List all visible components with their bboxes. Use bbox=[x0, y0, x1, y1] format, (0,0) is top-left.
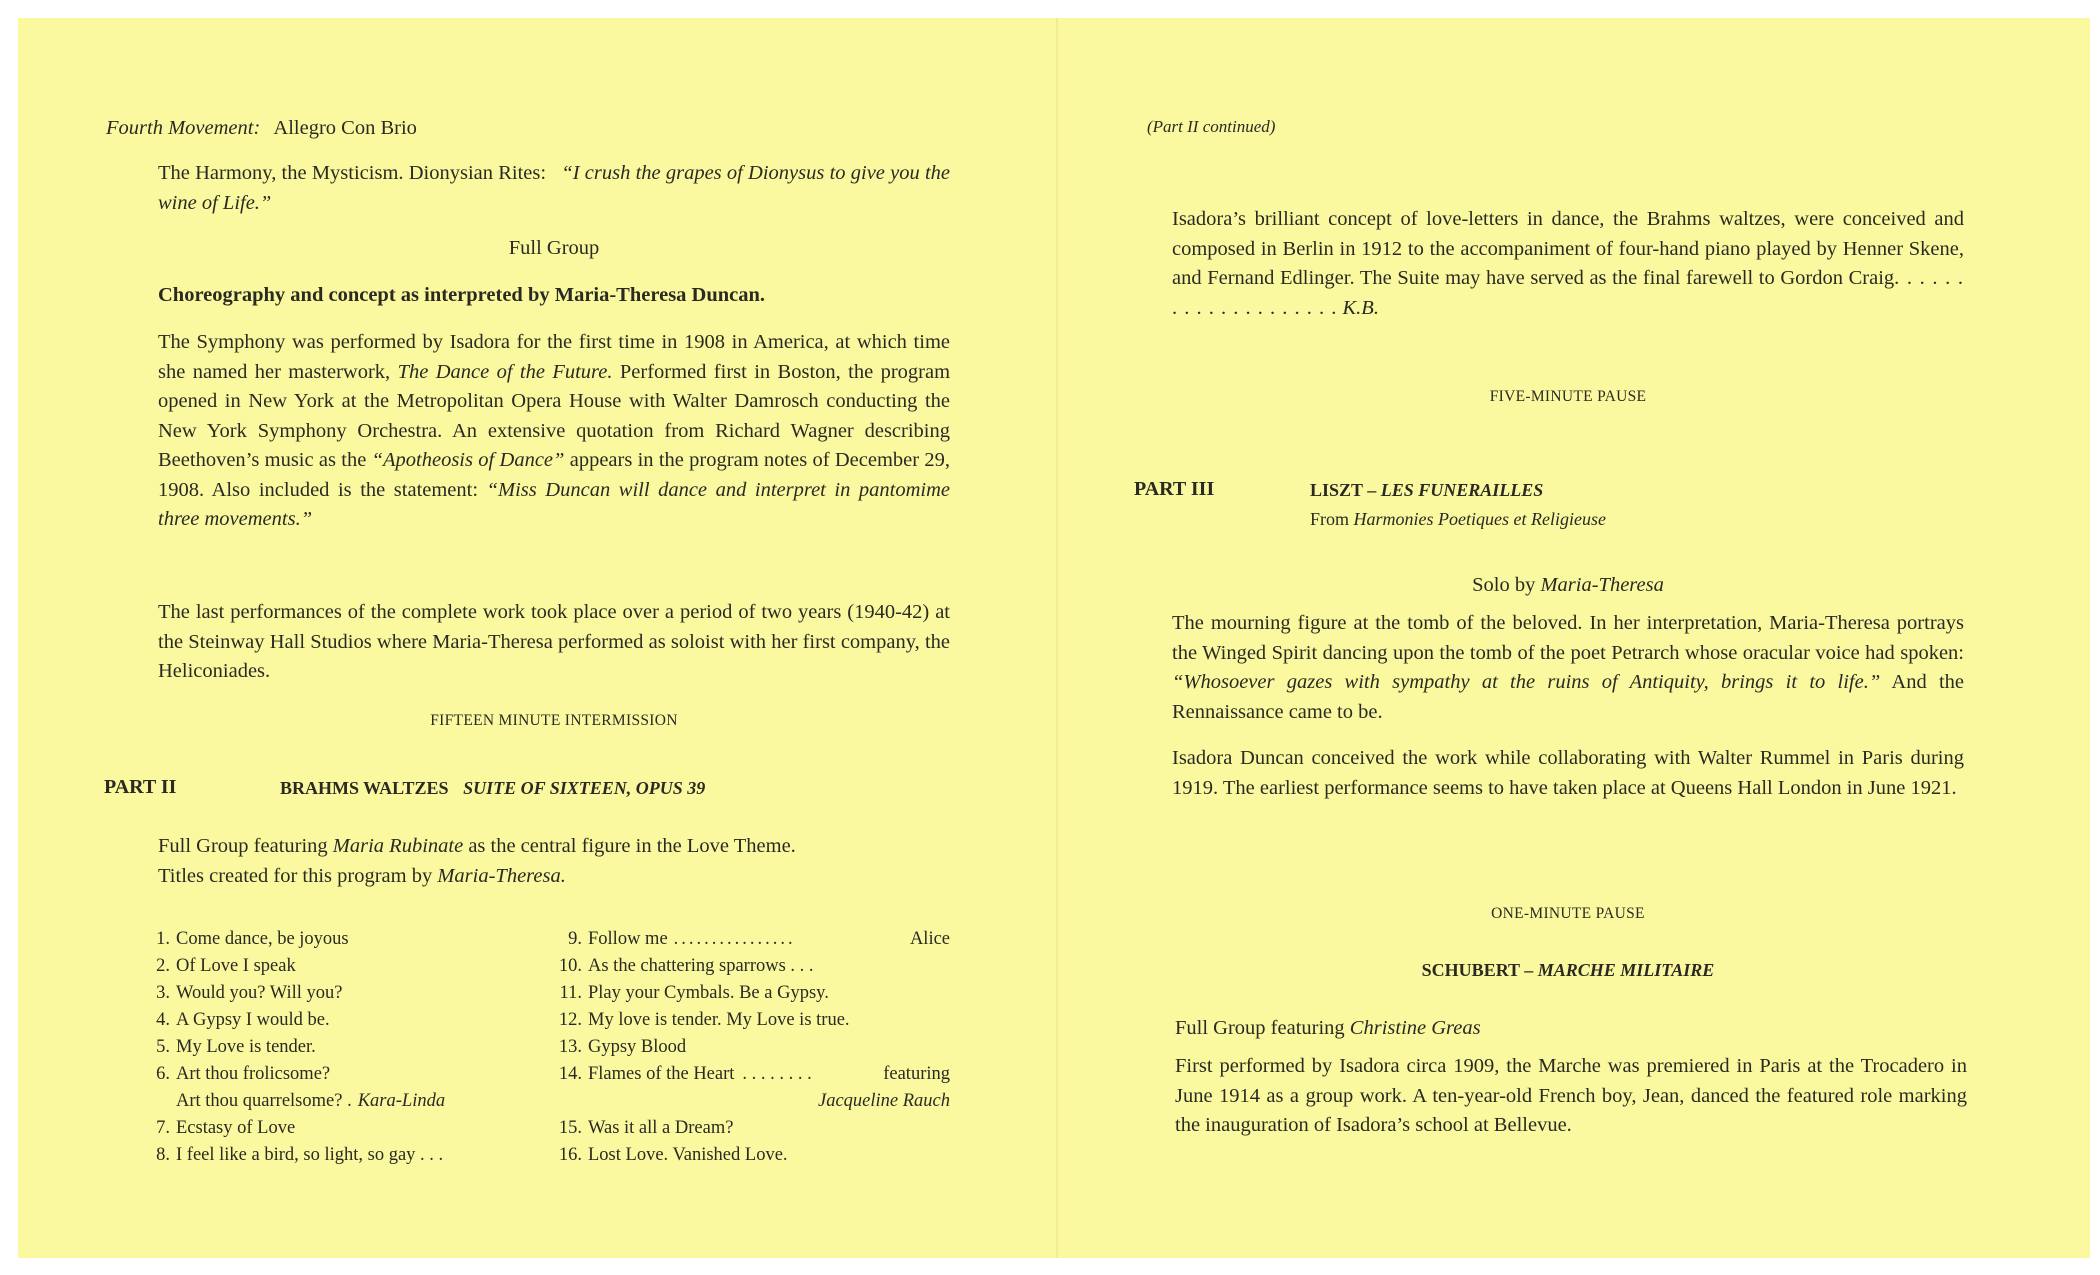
program-sheet bbox=[18, 18, 2090, 1258]
part3-source-line bbox=[1310, 509, 1606, 530]
symphony-text-1: The Symphony was performed by Isadora for the first time in 1908 in America, at which time she named her masterwork, bbox=[158, 331, 950, 383]
list-item bbox=[143, 980, 523, 1007]
list-item-text: Ecstasy of Love bbox=[176, 1118, 296, 1138]
last-performance-paragraph: The last performances of the complete work took place over a period of two years (1940-42) at the Steinway Hall Studios where Maria-Theresa performed as soloist with her first company, the Heliconiades. bbox=[158, 601, 950, 682]
list-item-text: Follow me bbox=[588, 929, 668, 949]
full-group-label: Full Group bbox=[508, 237, 600, 259]
left-page bbox=[18, 18, 1056, 1258]
symphony-text-2: Performed first in Boston, the program opened in New York at the Metropolitan Opera House with Walter Damrosch conducting the New York Symphony Orchestra. An extensive quotation from Richard Wagner describing Beethoven’s music as the bbox=[158, 360, 951, 471]
schubert-featuring-name: Christine Greas bbox=[1349, 1017, 1481, 1039]
mourning-paragraph bbox=[1172, 609, 1964, 727]
part2-composer: BRAHMS WALTZES bbox=[280, 778, 449, 798]
list-item bbox=[143, 953, 523, 980]
list-item-text: Art thou quarrelsome? . bbox=[176, 1091, 352, 1111]
list-item-number: 1. bbox=[156, 929, 170, 949]
titles-text: Titles created for this program by bbox=[158, 864, 433, 887]
waltz-list-right bbox=[555, 926, 950, 1169]
list-item-number: 3. bbox=[156, 983, 170, 1003]
list-item bbox=[143, 926, 523, 953]
leader-dots: . . . . . . . . . . . . . . . . . . . . bbox=[1172, 267, 1964, 319]
titles-name: Maria-Theresa. bbox=[437, 864, 566, 887]
list-item-text: My Love is tender. bbox=[176, 1037, 316, 1057]
brahms-text: Isadora’s brilliant concept of love-letters in dance, the Brahms waltzes, were conceived and composed in Berlin in 1912 to the accompaniment of four-hand piano played by Henner Skene, and Fernand Edlinger. The Suite may have served as the final farewell to Gordon Craig bbox=[1172, 208, 1964, 289]
brahms-paragraph bbox=[1172, 205, 1964, 323]
leader-dots: . . . . . . . . bbox=[742, 1064, 812, 1084]
leader-dots: ................ bbox=[673, 929, 796, 949]
conceived-paragraph: Isadora Duncan conceived the work while collaborating with Walter Rummel in Paris during 1919. The earliest performance seems to have taken place at Queens Hall London in June 1921. bbox=[1172, 747, 1964, 799]
list-item-number: 11. bbox=[559, 983, 582, 1003]
list-item-number: 8. bbox=[156, 1145, 170, 1165]
harmony-paragraph bbox=[158, 159, 950, 218]
list-item-number: 6. bbox=[156, 1064, 170, 1084]
list-item-number: 4. bbox=[156, 1010, 170, 1030]
schubert-work: MARCHE MILITAIRE bbox=[1537, 960, 1715, 980]
list-item-text: Play your Cymbals. Be a Gypsy. bbox=[588, 983, 829, 1003]
list-item-number: 15. bbox=[558, 1118, 582, 1138]
movement-title: Allegro Con Brio bbox=[273, 117, 417, 139]
list-item bbox=[143, 1142, 523, 1169]
list-item bbox=[143, 1088, 523, 1115]
list-item bbox=[555, 1142, 950, 1169]
list-item-name: Kara-Linda bbox=[357, 1091, 446, 1111]
part3-from: From bbox=[1310, 509, 1350, 529]
list-item-number: 13. bbox=[558, 1037, 582, 1057]
list-item-text: Gypsy Blood bbox=[588, 1037, 687, 1057]
part2-label: PART II bbox=[104, 776, 177, 798]
featuring-text: Full Group featuring bbox=[158, 835, 328, 857]
continued-label: (Part II continued) bbox=[1147, 117, 1276, 136]
list-item-number: 16. bbox=[558, 1145, 582, 1165]
solo-text: Solo by bbox=[1472, 574, 1536, 596]
part2-title bbox=[280, 778, 705, 799]
list-item-number: 7. bbox=[156, 1118, 170, 1138]
list-item-number: 9. bbox=[568, 929, 582, 949]
list-item-text: Come dance, be joyous bbox=[176, 929, 349, 949]
list-item-text: My love is tender. My Love is true. bbox=[588, 1010, 850, 1030]
mourning-text: The mourning figure at the tomb of the beloved. In her interpretation, Maria-Theresa portrays the Winged Spirit dancing upon the tomb of the poet Petrarch whose oracular voice had spoken: bbox=[1172, 612, 1964, 664]
list-item bbox=[555, 1034, 950, 1061]
list-item-text: Flames of the Heart bbox=[588, 1064, 735, 1084]
list-item-number: 14. bbox=[558, 1064, 582, 1084]
featuring-name: Maria Rubinate bbox=[332, 835, 464, 857]
mourning-quote: “Whosoever gazes with sympathy at the ruins of Antiquity, brings it to life.” bbox=[1172, 671, 1881, 693]
list-item-text: Of Love I speak bbox=[176, 956, 296, 976]
list-item bbox=[143, 1061, 523, 1088]
part3-title bbox=[1310, 480, 1543, 501]
list-item-number: 12. bbox=[558, 1010, 582, 1030]
part3-source: Harmonies Poetiques et Religieuse bbox=[1353, 509, 1606, 529]
list-item-featuring: featuring bbox=[883, 1064, 950, 1084]
list-item bbox=[555, 1088, 950, 1115]
list-item-number: 5. bbox=[156, 1037, 170, 1057]
list-item bbox=[555, 1061, 950, 1088]
list-item bbox=[555, 953, 950, 980]
list-item bbox=[143, 1034, 523, 1061]
list-item-number: 10. bbox=[558, 956, 582, 976]
list-item-name: Alice bbox=[909, 929, 950, 949]
list-item-text: As the chattering sparrows . . . bbox=[588, 956, 814, 976]
list-item-text: I feel like a bird, so light, so gay . . . bbox=[176, 1145, 444, 1165]
schubert-featuring bbox=[1175, 1014, 1967, 1044]
list-item-text: Was it all a Dream? bbox=[588, 1118, 734, 1138]
solo-line bbox=[1172, 571, 1964, 601]
part3-composer: LISZT – bbox=[1310, 480, 1377, 500]
harmony-text: The Harmony, the Mysticism. Dionysian Rites: bbox=[158, 162, 547, 184]
list-item-text: Lost Love. Vanished Love. bbox=[588, 1145, 788, 1165]
intermission-label: FIFTEEN MINUTE INTERMISSION bbox=[430, 712, 678, 729]
brahms-signature: K.B. bbox=[1342, 296, 1379, 319]
choreography-credit: Choreography and concept as interpreted by Maria-Theresa Duncan. bbox=[158, 284, 766, 306]
list-item bbox=[555, 1007, 950, 1034]
five-minute-pause: FIVE-MINUTE PAUSE bbox=[1489, 388, 1647, 405]
list-item bbox=[143, 1115, 523, 1142]
waltz-list-left bbox=[143, 926, 523, 1169]
symphony-title: The Dance of the Future. bbox=[397, 360, 613, 383]
solo-name: Maria-Theresa bbox=[1540, 574, 1664, 596]
list-item-number: 2. bbox=[156, 956, 170, 976]
list-item bbox=[143, 1007, 523, 1034]
schubert-title bbox=[1172, 960, 1964, 981]
harmony-quote: “I crush the grapes of Dionysus to give you the wine of Life.” bbox=[158, 162, 951, 214]
part2-featuring bbox=[158, 832, 958, 891]
list-item-text: Art thou frolicsome? bbox=[176, 1064, 331, 1084]
symphony-quote-1: “Apotheosis of Dance” bbox=[371, 449, 565, 471]
part3-label: PART III bbox=[1134, 478, 1215, 500]
list-item-name: Jacqueline Rauch bbox=[817, 1091, 950, 1111]
list-item bbox=[555, 1115, 950, 1142]
list-item-text: Would you? Will you? bbox=[176, 983, 343, 1003]
marche-paragraph: First performed by Isadora circa 1909, the Marche was premiered in Paris at the Trocadero in June 1914 as a group work. A ten-year-old French boy, Jean, danced the featured role marking the inauguration of Isadora’s school at Bellevue. bbox=[1175, 1055, 1967, 1136]
part2-work: SUITE OF SIXTEEN, OPUS 39 bbox=[463, 778, 706, 798]
list-item-text: A Gypsy I would be. bbox=[176, 1010, 330, 1030]
part3-work: LES FUNERAILLES bbox=[1380, 480, 1544, 500]
movement-label: Fourth Movement: bbox=[106, 117, 261, 139]
symphony-text-3: appears in the program notes of December 29, 1908. Also included is the statement: bbox=[158, 449, 951, 501]
symphony-paragraph bbox=[158, 328, 950, 535]
symphony-quote-2: “Miss Duncan will dance and interpret in pantomime three movements.” bbox=[158, 478, 951, 530]
list-item bbox=[555, 980, 950, 1007]
featuring-text-2: as the central figure in the Love Theme. bbox=[468, 835, 796, 857]
right-page bbox=[1058, 18, 2090, 1258]
one-minute-pause: ONE-MINUTE PAUSE bbox=[1491, 905, 1645, 922]
schubert-featuring-text: Full Group featuring bbox=[1175, 1017, 1345, 1039]
movement-heading bbox=[106, 114, 417, 144]
schubert-composer: SCHUBERT – bbox=[1421, 960, 1534, 980]
mourning-text-2: And the Rennaissance came to be. bbox=[1172, 671, 1965, 723]
list-item bbox=[555, 926, 950, 953]
